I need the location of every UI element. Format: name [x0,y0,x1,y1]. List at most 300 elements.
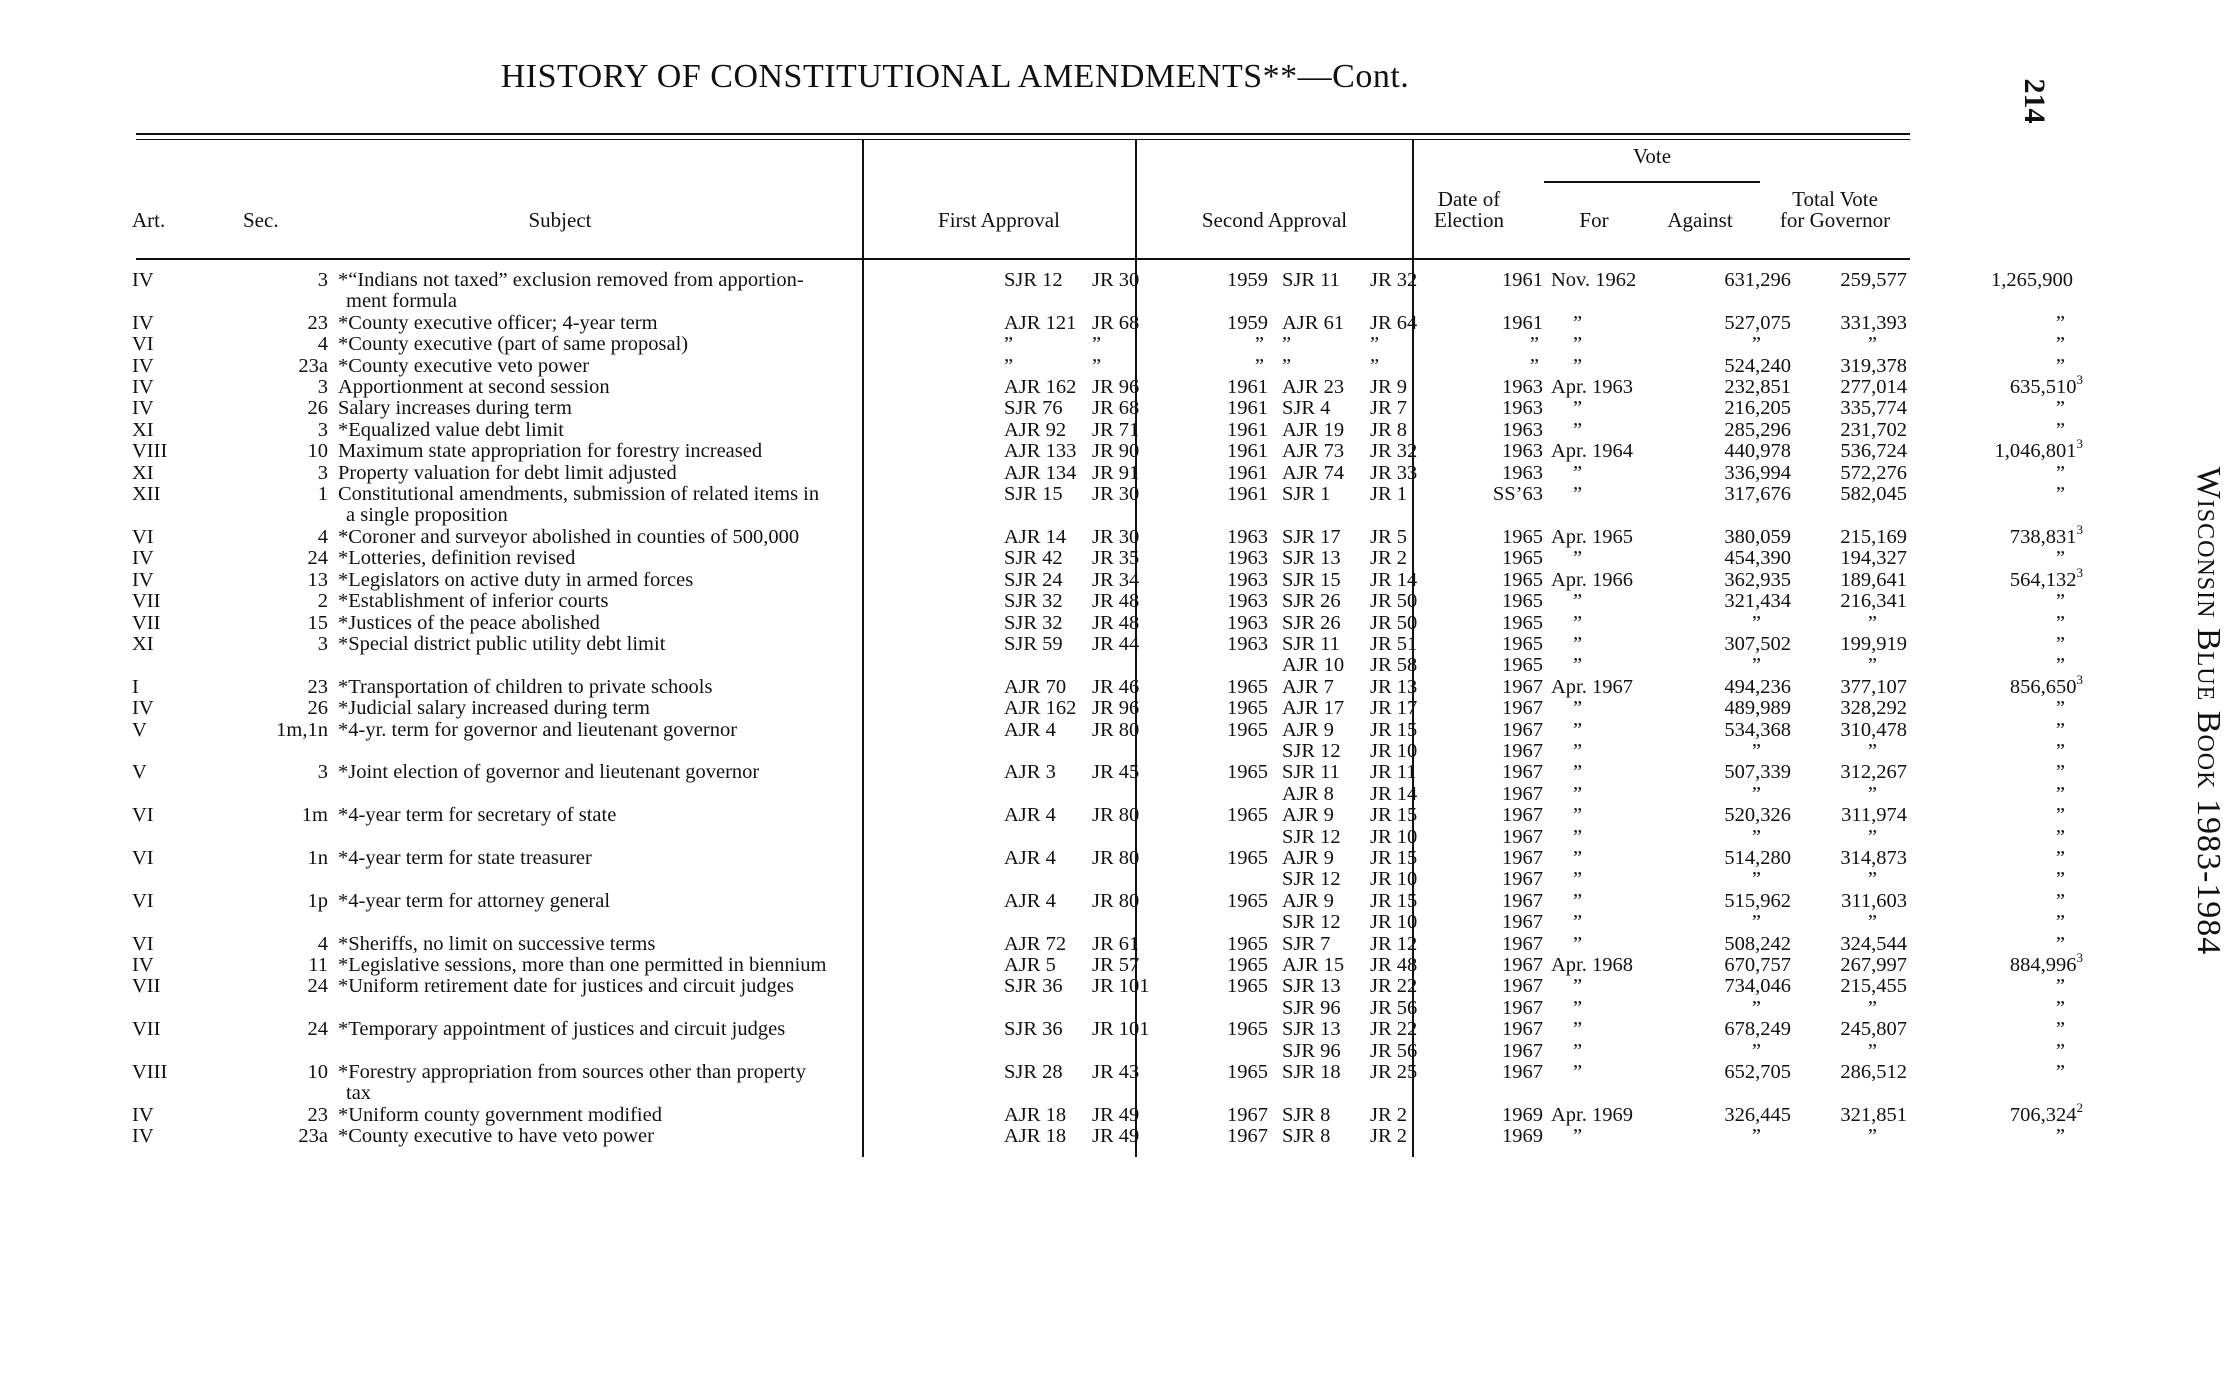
cell-second-bill-text: AJR 9 [1282,718,1334,741]
cell-first-jr-text: JR 30 [1092,483,1140,506]
cell-against [1791,741,1907,762]
cell-against [1791,270,1907,291]
cell-subject-text: *Special district public utility debt limit [338,632,666,655]
cell-against [1791,463,1907,484]
cell-against-text: ” [1867,825,1877,848]
cell-date [1543,1105,1670,1126]
cell-total [1907,671,2109,698]
cell-sec [194,398,328,419]
cell-subject [328,869,992,890]
cell-against-text: 189,641 [1840,568,1907,591]
cell-against [1791,934,1907,955]
cell-total-text: ” [2055,1125,2065,1148]
cell-second-jr [1370,270,1474,291]
cell-first-year-text: 1965 [1227,1018,1268,1041]
cell-second-year-text: 1967 [1502,911,1543,934]
table-row [124,784,2109,805]
cell-first-jr [1092,270,1198,291]
cell-total [1907,998,2109,1019]
cell-first-jr [1092,1019,1198,1040]
cell-second-bill-text: AJR 61 [1282,311,1345,334]
cell-first-bill-text: AJR 72 [1004,932,1067,955]
cell-first-jr [1092,805,1198,826]
cell-first-jr-text: JR 49 [1092,1103,1140,1126]
cell-second-year-text: 1967 [1502,975,1543,998]
cell-first-jr [1092,613,1198,634]
cell-art [124,827,194,848]
cell-against-text: 314,873 [1840,846,1907,869]
cell-for [1670,441,1791,462]
cell-total [1907,521,2109,548]
cell-second-bill [1268,613,1370,634]
cell-sec [194,784,328,805]
cell-sec [194,955,328,976]
cell-second-jr [1370,463,1474,484]
cell-art-text: VII [132,611,161,634]
cell-for [1670,934,1791,955]
cell-for [1670,655,1791,676]
cell-art-text: IV [132,1125,154,1148]
cell-second-year [1474,570,1543,591]
cell-second-bill [1268,1062,1370,1083]
cell-art [124,741,194,762]
cell-second-jr-text: JR 9 [1370,376,1408,399]
cell-subject-text: *Joint election of governor and lieutenant governor [338,761,760,784]
cell-for [1670,891,1791,912]
cell-sec-text: 23a [298,354,328,377]
top-rule [136,133,1910,135]
cell-first-year [1198,570,1268,591]
cell-subject [328,356,992,377]
cell-date [1543,484,1670,505]
cell-second-jr-text: JR 2 [1370,1125,1408,1148]
cell-against [1791,976,1907,997]
cell-first-jr-text: JR 101 [1092,1018,1150,1041]
cell-first-year-text: 1963 [1227,611,1268,634]
cell-second-jr [1370,570,1474,591]
cell-for-text: 670,757 [1724,954,1791,976]
cell-sec [194,762,328,783]
cell-total-text: ” [2055,418,2065,441]
cell-sec-text: 10 [307,1061,328,1084]
table-row [124,698,2109,719]
cell-date-text: Apr. 1967 [1551,675,1633,698]
cell-second-bill [1268,270,1370,291]
table-row [124,291,2109,312]
cell-sec-text: 11 [308,954,328,976]
cell-subject [328,720,992,741]
cell-for [1670,1019,1791,1040]
cell-for-text: ” [1751,611,1761,634]
cell-subject-text: *Legislative sessions, more than one permitted in biennium [338,954,827,976]
cell-first-bill [992,869,1092,890]
cell-for [1670,677,1791,698]
cell-for [1670,869,1791,890]
cell-sec [194,334,328,355]
cell-date-text: Apr. 1969 [1551,1103,1633,1126]
cell-first-bill [992,998,1092,1019]
cell-second-bill-text: AJR 9 [1282,804,1334,827]
cell-first-year [1198,334,1268,355]
cell-date [1543,762,1670,783]
cell-for-text: 631,296 [1724,269,1791,291]
cell-date-text: Apr. 1963 [1551,376,1633,399]
vote-underline [1544,181,1760,183]
cell-date-text: Apr. 1964 [1551,440,1633,463]
cell-second-bill [1268,570,1370,591]
cell-art [124,698,194,719]
cell-first-year [1198,484,1268,505]
cell-first-bill [992,848,1092,869]
cell-date [1543,356,1670,377]
cell-total-text: ” [2055,718,2065,741]
cell-against [1791,1105,1907,1126]
cell-sec [194,720,328,741]
cell-first-jr-text: JR 80 [1092,846,1140,869]
cell-sec-text: 13 [307,568,328,591]
table-row [124,463,2109,484]
cell-first-year [1198,291,1268,312]
cell-first-year-text: 1963 [1227,632,1268,655]
cell-first-bill [992,484,1092,505]
cell-first-year [1198,463,1268,484]
cell-first-jr-text: JR 68 [1092,311,1140,334]
cell-art [124,762,194,783]
cell-art [124,891,194,912]
cell-against-text: ” [1867,654,1877,677]
cell-for-text: 507,339 [1724,761,1791,784]
cell-date [1543,634,1670,655]
cell-date-text: Apr. 1966 [1551,568,1633,591]
cell-total [1907,1041,2109,1062]
cell-first-jr-text: JR 48 [1092,611,1140,634]
cell-subject [328,655,992,676]
cell-for [1670,1083,1791,1104]
cell-second-bill [1268,398,1370,419]
cell-subject-text: *Sheriffs, no limit on successive terms [338,932,656,955]
cell-subject [328,313,992,334]
cell-sec-text: 15 [307,611,328,634]
cell-total-text: 635,510 [2009,376,2077,399]
cell-second-bill [1268,848,1370,869]
cell-second-year [1474,634,1543,655]
cell-subject [328,291,992,312]
cell-sec [194,1041,328,1062]
cell-second-bill [1268,934,1370,955]
cell-total [1907,313,2109,334]
cell-art-text: VIII [132,440,168,463]
cell-art-text: IV [132,269,154,291]
cell-art [124,291,194,312]
cell-for [1670,1041,1791,1062]
cell-total [1907,1126,2109,1147]
cell-first-year [1198,313,1268,334]
cell-date [1543,677,1670,698]
cell-first-bill-text: AJR 4 [1004,804,1056,827]
cell-second-bill-text: SJR 4 [1282,397,1331,420]
col-first-approval: First Approval [938,208,1060,232]
cell-subject [328,420,992,441]
cell-sec [194,1126,328,1147]
cell-first-bill-text: AJR 18 [1004,1103,1067,1126]
cell-subject [328,762,992,783]
cell-second-year [1474,1062,1543,1083]
cell-sec [194,976,328,997]
col-subject: Subject [528,208,592,232]
cell-second-jr-text: JR 17 [1370,697,1418,720]
cell-art [124,398,194,419]
cell-first-jr-text: JR 34 [1092,568,1140,591]
footnote-marker: 3 [2076,521,2083,537]
cell-for [1670,398,1791,419]
cell-sec [194,934,328,955]
cell-first-jr-text: JR 96 [1092,376,1140,399]
cell-date [1543,1019,1670,1040]
cell-first-jr-text: JR 43 [1092,1061,1140,1084]
cell-for [1670,1126,1791,1147]
cell-against-text: ” [1867,996,1877,1019]
cell-first-jr [1092,463,1198,484]
cell-art [124,848,194,869]
cell-subject [328,912,992,933]
table-row [124,677,2109,698]
cell-date-text: Apr. 1968 [1551,954,1633,976]
cell-second-year-text: 1967 [1502,804,1543,827]
cell-for [1670,334,1791,355]
cell-total-text: ” [2055,932,2065,955]
cell-against-text: 312,267 [1840,761,1907,784]
cell-art-text: VII [132,590,161,613]
cell-first-bill [992,420,1092,441]
cell-against-text: 331,393 [1840,311,1907,334]
cell-first-year [1198,955,1268,976]
cell-second-year-text: 1967 [1502,932,1543,955]
cell-first-year-text: 1965 [1227,932,1268,955]
cell-second-jr [1370,377,1474,398]
cell-sec [194,891,328,912]
cell-first-year [1198,698,1268,719]
cell-art [124,441,194,462]
cell-second-year-text: 1967 [1502,761,1543,784]
cell-subject [328,827,992,848]
cell-first-bill-text: AJR 70 [1004,675,1067,698]
cell-for [1670,912,1791,933]
cell-against [1791,955,1907,976]
cell-art-text: IV [132,1103,154,1126]
cell-sec-text: 4 [317,333,328,356]
cell-subject [328,848,992,869]
cell-date-text: ” [1573,483,1583,506]
cell-art [124,463,194,484]
cell-date [1543,848,1670,869]
table-row [124,613,2109,634]
cell-date-text: ” [1573,397,1583,420]
cell-first-year [1198,762,1268,783]
cell-date [1543,548,1670,569]
table-row [124,934,2109,955]
cell-first-jr [1092,827,1198,848]
cell-second-jr [1370,1126,1474,1147]
cell-second-bill [1268,912,1370,933]
cell-against [1791,548,1907,569]
cell-second-bill [1268,655,1370,676]
table-row [124,869,2109,890]
cell-for-text: 285,296 [1724,418,1791,441]
col-for: For [1579,208,1609,232]
cell-sec [194,570,328,591]
cell-second-jr-text: JR 15 [1370,889,1418,912]
cell-against-text: 199,919 [1840,632,1907,655]
cell-date [1543,291,1670,312]
cell-first-year [1198,1083,1268,1104]
cell-total-text: ” [2055,975,2065,998]
cell-subject [328,805,992,826]
footnote-marker: 2 [2076,1099,2083,1115]
cell-subject [328,934,992,955]
table-row [124,998,2109,1019]
cell-second-jr-text: JR 64 [1370,311,1418,334]
cell-total-text: ” [2055,590,2065,613]
cell-first-year-text: 1963 [1227,547,1268,570]
cell-against [1791,505,1907,526]
cell-subject-text: ment formula [346,290,458,313]
cell-art-text: VI [132,525,154,548]
cell-second-jr [1370,891,1474,912]
cell-for [1670,484,1791,505]
cell-total-text: ” [2055,996,2065,1019]
table-row [124,720,2109,741]
cell-for-text: ” [1751,782,1761,805]
cell-first-jr [1092,1041,1198,1062]
cell-date [1543,784,1670,805]
cell-art [124,934,194,955]
cell-total-text: ” [2055,654,2065,677]
cell-subject-text: a single proposition [346,504,508,527]
cell-second-bill-text: SJR 26 [1282,590,1341,613]
cell-first-jr [1092,955,1198,976]
cell-second-jr-text: JR 15 [1370,804,1418,827]
cell-first-bill [992,313,1092,334]
cell-art [124,1041,194,1062]
cell-art-text: XI [132,632,154,655]
cell-total-text: ” [2055,697,2065,720]
cell-art [124,270,194,291]
cell-first-year-text: 1965 [1227,718,1268,741]
cell-art-text: VI [132,804,154,827]
cell-for-text: 734,046 [1724,975,1791,998]
cell-first-bill-text: SJR 32 [1004,611,1063,634]
cell-first-jr [1092,334,1198,355]
cell-second-bill-text: SJR 13 [1282,1018,1341,1041]
cell-total-text: ” [2055,739,2065,762]
cell-second-year [1474,784,1543,805]
cell-second-bill [1268,955,1370,976]
cell-for [1670,463,1791,484]
cell-second-jr [1370,827,1474,848]
cell-for-text: 520,326 [1724,804,1791,827]
cell-against [1791,912,1907,933]
cell-date [1543,655,1670,676]
cell-first-jr [1092,356,1198,377]
cell-sec-text: 1p [307,889,328,912]
cell-for [1670,313,1791,334]
cell-date [1543,976,1670,997]
cell-second-jr-text: JR 2 [1370,547,1408,570]
cell-for [1670,505,1791,526]
cell-first-bill-text: AJR 133 [1004,440,1077,463]
col-total-line1: Total Vote [1792,187,1878,211]
running-head-title: Wisconsin Blue Book [2190,466,2227,790]
cell-first-jr [1092,998,1198,1019]
cell-first-bill [992,270,1092,291]
cell-second-bill [1268,998,1370,1019]
footnote-marker: 3 [2076,372,2083,388]
cell-date [1543,1126,1670,1147]
cell-against-text: ” [1867,1039,1877,1062]
cell-second-bill-text: AJR 23 [1282,376,1345,399]
table-row [124,591,2109,612]
cell-second-bill-text: AJR 19 [1282,418,1345,441]
cell-second-jr [1370,505,1474,526]
cell-first-year [1198,827,1268,848]
cell-against-text: 245,807 [1840,1018,1907,1041]
cell-second-year-text: 1961 [1502,269,1543,291]
table-row [124,976,2109,997]
cell-second-bill [1268,784,1370,805]
cell-second-jr [1370,720,1474,741]
cell-first-jr [1092,891,1198,912]
cell-date [1543,1041,1670,1062]
cell-for-text: 362,935 [1724,568,1791,591]
cell-first-year-text: 1967 [1227,1125,1268,1148]
cell-for [1670,698,1791,719]
cell-second-bill-text: SJR 17 [1282,525,1341,548]
cell-second-bill [1268,869,1370,890]
cell-for-text: ” [1751,911,1761,934]
cell-total-text: 856,650 [2009,675,2077,698]
cell-sec-text: 23 [307,311,328,334]
cell-date-text: ” [1573,889,1583,912]
cell-against-text: 324,544 [1840,932,1907,955]
cell-first-bill [992,377,1092,398]
cell-first-bill [992,698,1092,719]
cell-against-text: ” [1867,333,1877,356]
cell-second-year [1474,1083,1543,1104]
cell-subject-text: *Justices of the peace abolished [338,611,600,634]
cell-date [1543,463,1670,484]
cell-subject-text: *County executive to have veto power [338,1125,654,1148]
cell-second-year-text: 1965 [1502,611,1543,634]
cell-first-bill [992,398,1092,419]
cell-second-bill [1268,1126,1370,1147]
cell-art [124,1126,194,1147]
cell-sec-text: 3 [317,632,328,655]
header-rule [136,258,1910,260]
cell-for-text: 307,502 [1724,632,1791,655]
cell-for [1670,1062,1791,1083]
cell-second-bill-text: SJR 13 [1282,547,1341,570]
cell-first-year [1198,441,1268,462]
cell-sec [194,313,328,334]
cell-second-jr-text: JR 15 [1370,846,1418,869]
cell-first-year [1198,891,1268,912]
cell-first-bill-text: SJR 76 [1004,397,1063,420]
cell-art [124,784,194,805]
table-row [124,1105,2109,1126]
cell-date-text: ” [1573,1061,1583,1084]
cell-second-year-text: 1969 [1502,1103,1543,1126]
cell-for-text: 440,978 [1724,440,1791,463]
